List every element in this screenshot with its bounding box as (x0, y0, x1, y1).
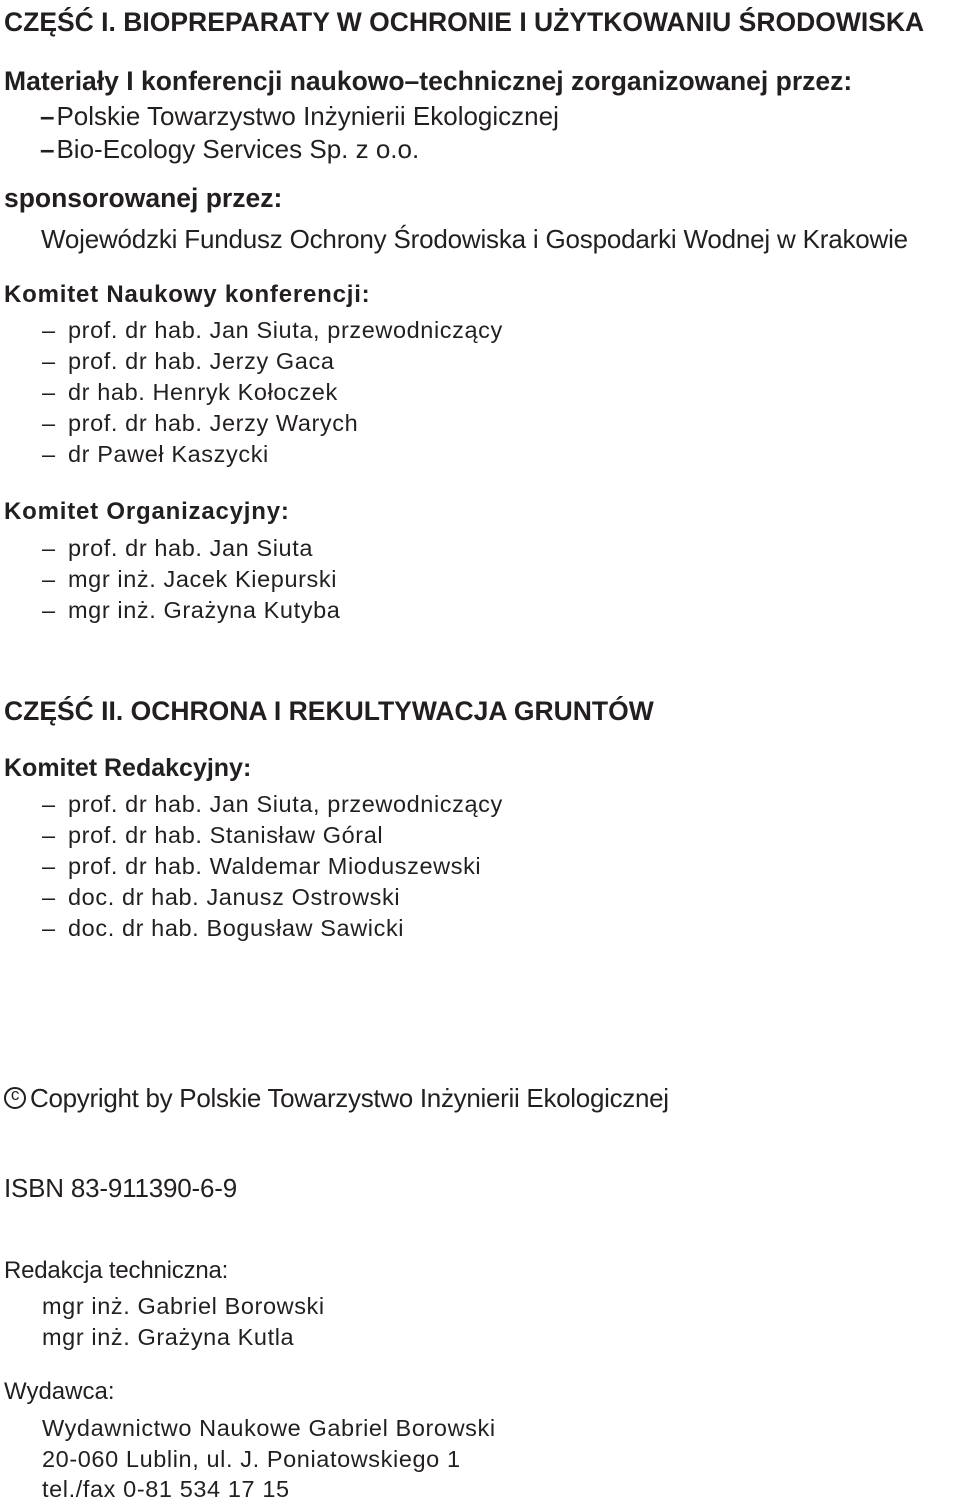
isbn: ISBN 83-911390-6-9 (4, 1173, 237, 1203)
publisher-phone: tel./fax 0-81 534 17 15 (42, 1476, 290, 1502)
organizer-item (40, 136, 419, 162)
dash: – (42, 566, 56, 592)
sponsor-label: sponsorowanej przez: (4, 183, 283, 213)
dash: – (42, 379, 56, 405)
publisher-label: Wydawca: (4, 1378, 115, 1405)
member-name: dr Paweł Kaszycki (68, 441, 269, 467)
member-name: mgr inż. Grażyna Kutyba (68, 597, 341, 623)
materials-label: Materiały I konferencji naukowo–technicznej zorganizowanej przez: (4, 66, 853, 96)
member-name: prof. dr hab. Jan Siuta, przewodniczący (68, 317, 503, 343)
dash: – (42, 535, 56, 561)
dash: – (42, 822, 56, 848)
dash: – (42, 915, 56, 941)
publisher-name: Wydawnictwo Naukowe Gabriel Borowski (42, 1415, 496, 1441)
dash: – (42, 853, 56, 879)
technical-editor: mgr inż. Gabriel Borowski (42, 1293, 325, 1319)
dash: – (40, 101, 55, 131)
dash: – (42, 791, 56, 817)
organizing-committee-label: Komitet Organizacyjny: (4, 498, 290, 525)
member-name: prof. dr hab. Jerzy Warych (68, 410, 359, 436)
dash: – (42, 441, 56, 467)
sponsor-name: Wojewódzki Fundusz Ochrony Środowiska i Gospodarki Wodnej w Krakowie (41, 224, 908, 254)
technical-editing-label: Redakcja techniczna: (4, 1257, 229, 1284)
member-name: mgr inż. Jacek Kiepurski (68, 566, 338, 592)
member-name: prof. dr hab. Jerzy Gaca (68, 348, 335, 374)
dash: – (40, 134, 55, 164)
organizer-name: Polskie Towarzystwo Inżynierii Ekologicznej (56, 101, 559, 131)
dash: – (42, 597, 56, 623)
publisher-address: 20-060 Lublin, ul. J. Poniatowskiego 1 (42, 1446, 461, 1472)
technical-editor: mgr inż. Grażyna Kutla (42, 1324, 295, 1350)
dash: – (42, 348, 56, 374)
organizer-item (40, 103, 559, 129)
member-name: prof. dr hab. Stanisław Góral (68, 822, 384, 848)
member-name: prof. dr hab. Waldemar Mioduszewski (68, 853, 482, 879)
organizer-name: Bio-Ecology Services Sp. z o.o. (56, 134, 420, 164)
dash: – (42, 317, 56, 343)
copyright-line (4, 1085, 669, 1111)
dash: – (42, 410, 56, 436)
member-name: doc. dr hab. Bogusław Sawicki (68, 915, 405, 941)
copyright-text: Copyright by Polskie Towarzystwo Inżynierii Ekologicznej (30, 1083, 669, 1113)
part2-title: CZĘŚĆ II. OCHRONA I REKULTYWACJA GRUNTÓW (4, 696, 654, 726)
member-name: prof. dr hab. Jan Siuta, przewodniczący (68, 791, 503, 817)
editorial-committee-label: Komitet Redakcyjny: (4, 754, 252, 782)
copyright-icon (4, 1087, 26, 1109)
part1-title: CZĘŚĆ I. BIOPREPARATY W OCHRONIE I UŻYTKOWANIU ŚRODOWISKA (4, 7, 925, 37)
dash: – (42, 884, 56, 910)
member-name: doc. dr hab. Janusz Ostrowski (68, 884, 401, 910)
scientific-committee-label: Komitet Naukowy konferencji: (4, 281, 371, 308)
member-name: dr hab. Henryk Kołoczek (68, 379, 338, 405)
member-name: prof. dr hab. Jan Siuta (68, 535, 314, 561)
